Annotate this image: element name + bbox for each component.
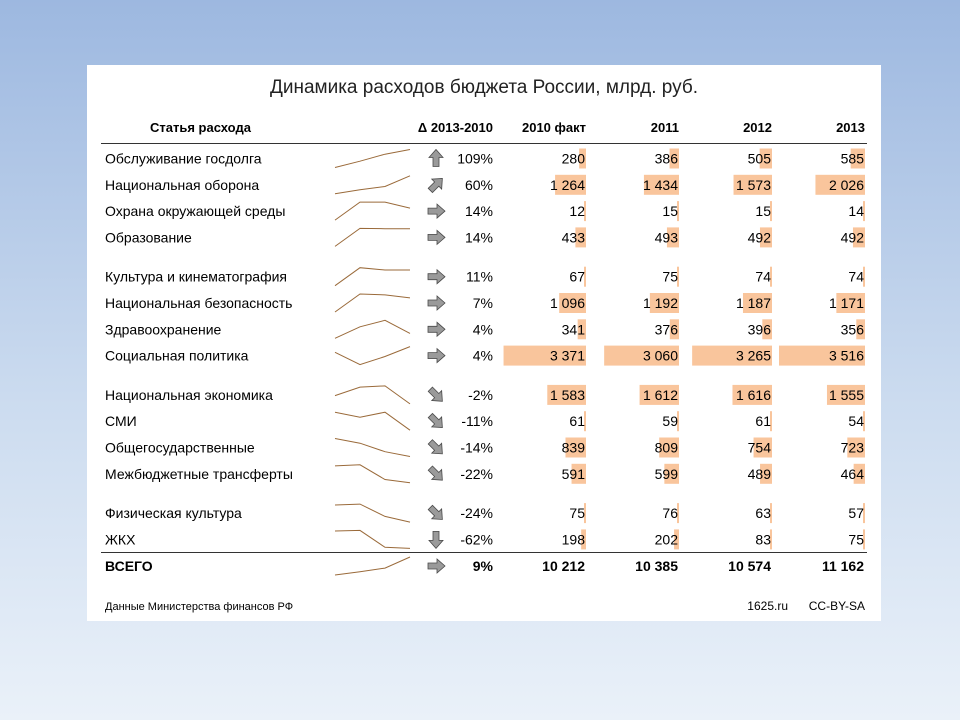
- row-12-sparkline: [335, 504, 410, 522]
- row-8-value-2: 1 616: [735, 386, 771, 403]
- row-7-value-0: 3 371: [549, 347, 585, 364]
- row-2-name: Охрана окружающей среды: [105, 203, 286, 220]
- row-0-value-3: 585: [840, 150, 864, 167]
- footer-license: CC-BY-SA: [808, 599, 865, 613]
- row-8-trend-arrow: [425, 384, 447, 406]
- row-13-name: ЖКХ: [105, 531, 136, 548]
- row-9-trend-arrow: [425, 411, 447, 433]
- row-0-name: Обслуживание госдолга: [105, 150, 262, 167]
- row-7-name: Социальная политика: [105, 347, 249, 364]
- trend-arrow-shape: [425, 384, 447, 406]
- row-7-trend-arrow: [428, 349, 445, 363]
- trend-arrow-shape: [425, 437, 447, 459]
- row-0-delta: 109%: [457, 150, 493, 167]
- row-0-value-2: 505: [747, 150, 771, 167]
- row-6-name: Здравоохранение: [105, 321, 222, 338]
- row-13-value-0: 198: [561, 531, 585, 548]
- row-9-value-2: 61: [755, 413, 771, 430]
- row-7-sparkline: [335, 347, 410, 365]
- row-2-value-3: 14: [848, 203, 864, 220]
- row-12-value-3: 57: [848, 505, 864, 522]
- trend-arrow-shape: [425, 502, 447, 524]
- row-12-value-1: 76: [662, 505, 678, 522]
- chart-card: [87, 65, 881, 621]
- row-11-value-2: 489: [747, 465, 771, 482]
- row-5-value-0: 1 096: [549, 295, 585, 311]
- row-4-name: Культура и кинематография: [105, 268, 288, 285]
- row-3-value-1: 493: [654, 229, 678, 246]
- row-7-value-1: 3 060: [642, 347, 678, 364]
- row-10-value-1: 809: [654, 439, 678, 456]
- row-9-sparkline: [335, 412, 410, 430]
- row-3-name: Образование: [105, 229, 192, 246]
- total-trend-arrow: [428, 559, 445, 573]
- trend-arrow-shape: [425, 173, 447, 195]
- row-11-delta: -22%: [460, 465, 493, 482]
- row-8-name: Национальная экономика: [105, 386, 273, 403]
- row-8-value-0: 1 583: [549, 386, 585, 403]
- footer-source: Данные Министерства финансов РФ: [105, 601, 294, 613]
- total-value-3: 11 162: [821, 558, 864, 574]
- row-10-value-0: 839: [561, 439, 585, 456]
- row-10-name: Общегосударственные: [105, 439, 255, 456]
- row-1-sparkline: [335, 176, 410, 194]
- row-6-sparkline: [335, 320, 410, 338]
- row-5-delta: 7%: [472, 295, 493, 311]
- row-2-trend-arrow: [428, 204, 445, 218]
- trend-arrow-shape: [429, 531, 443, 548]
- row-11-trend-arrow: [425, 463, 447, 485]
- row-8-value-1: 1 612: [642, 386, 678, 403]
- header-delta: Δ 2013-2010: [417, 120, 493, 135]
- budget-table-chart: [87, 65, 881, 621]
- row-1-delta: 60%: [464, 176, 493, 193]
- row-8-value-3: 1 555: [828, 386, 864, 403]
- row-12-trend-arrow: [425, 502, 447, 524]
- row-11-sparkline: [335, 465, 410, 483]
- row-7-value-3: 3 516: [828, 347, 864, 364]
- row-6-value-3: 356: [840, 321, 864, 338]
- row-5-value-3: 1 171: [828, 295, 864, 311]
- chart-title: Динамика расходов бюджета России, млрд. руб.: [269, 77, 698, 98]
- total-delta: 9%: [472, 558, 493, 574]
- trend-arrow-shape: [428, 322, 445, 336]
- row-2-value-1: 15: [662, 203, 678, 220]
- row-0-value-0: 280: [561, 150, 585, 167]
- row-6-value-2: 396: [747, 321, 771, 338]
- row-4-value-1: 75: [662, 268, 678, 285]
- row-13-value-2: 83: [755, 531, 771, 548]
- total-name: ВСЕГО: [105, 558, 153, 574]
- row-1-value-2: 1 573: [735, 176, 771, 193]
- header-2011: 2011: [650, 120, 679, 135]
- total-value-1: 10 385: [635, 558, 678, 574]
- total-value-0: 10 212: [542, 558, 585, 574]
- trend-arrow-shape: [428, 349, 445, 363]
- row-6-trend-arrow: [428, 322, 445, 336]
- header-2010: 2010 факт: [521, 120, 586, 135]
- row-1-value-3: 2 026: [828, 176, 864, 193]
- trend-arrow-shape: [428, 230, 445, 244]
- row-1-name: Национальная оборона: [105, 176, 260, 193]
- row-10-value-3: 723: [840, 439, 864, 456]
- trend-arrow-shape: [429, 150, 443, 167]
- header-item: Статья расхода: [150, 120, 251, 135]
- header-2012: 2012: [743, 120, 772, 135]
- row-1-value-1: 1 434: [642, 176, 678, 193]
- header-2013: 2013: [836, 120, 865, 135]
- row-4-value-2: 74: [755, 268, 771, 285]
- row-9-value-1: 59: [662, 413, 678, 430]
- row-3-sparkline: [335, 228, 410, 246]
- row-3-value-2: 492: [747, 229, 771, 246]
- row-10-value-2: 754: [747, 439, 771, 456]
- row-6-delta: 4%: [472, 321, 493, 338]
- row-4-trend-arrow: [428, 270, 445, 284]
- row-1-trend-arrow: [425, 173, 447, 195]
- row-12-name: Физическая культура: [105, 505, 242, 522]
- trend-arrow-shape: [428, 204, 445, 218]
- trend-arrow-shape: [428, 270, 445, 284]
- row-4-value-3: 74: [848, 268, 864, 285]
- row-9-value-0: 61: [569, 413, 585, 430]
- row-8-delta: -2%: [468, 386, 493, 403]
- row-3-value-3: 492: [840, 229, 864, 246]
- trend-arrow-shape: [428, 296, 445, 310]
- row-2-sparkline: [335, 202, 410, 220]
- row-5-sparkline: [335, 294, 410, 312]
- trend-arrow-shape: [425, 411, 447, 433]
- row-3-trend-arrow: [428, 230, 445, 244]
- row-10-trend-arrow: [425, 437, 447, 459]
- row-9-value-3: 54: [848, 413, 864, 430]
- row-11-value-1: 599: [654, 465, 678, 482]
- row-13-value-1: 202: [654, 531, 678, 548]
- row-7-delta: 4%: [472, 347, 493, 364]
- trend-arrow-shape: [428, 559, 445, 573]
- row-12-value-0: 75: [569, 505, 585, 522]
- row-2-delta: 14%: [464, 203, 493, 220]
- row-7-value-2: 3 265: [735, 347, 771, 364]
- row-5-value-2: 1 187: [735, 295, 771, 311]
- row-5-value-1: 1 192: [642, 295, 678, 311]
- row-5-name: Национальная безопасность: [105, 295, 293, 311]
- trend-arrow-shape: [425, 463, 447, 485]
- row-13-trend-arrow: [429, 531, 443, 548]
- row-13-sparkline: [335, 530, 410, 548]
- row-9-name: СМИ: [105, 413, 137, 430]
- row-13-delta: -62%: [460, 531, 493, 548]
- row-6-value-1: 376: [654, 321, 678, 338]
- row-4-sparkline: [335, 268, 410, 286]
- row-4-delta: 11%: [466, 268, 493, 285]
- row-2-value-0: 12: [569, 203, 585, 220]
- row-12-value-2: 63: [755, 505, 771, 522]
- row-11-value-0: 591: [561, 465, 585, 482]
- row-0-trend-arrow: [429, 150, 443, 167]
- row-5-trend-arrow: [428, 296, 445, 310]
- row-0-value-1: 386: [654, 150, 678, 167]
- row-11-value-3: 464: [840, 465, 864, 482]
- row-0-sparkline: [335, 150, 410, 168]
- row-4-value-0: 67: [569, 268, 585, 285]
- total-value-2: 10 574: [728, 558, 771, 574]
- row-9-delta: -11%: [461, 413, 493, 430]
- row-12-delta: -24%: [460, 505, 493, 522]
- row-2-value-2: 15: [755, 203, 771, 220]
- row-1-value-0: 1 264: [549, 176, 585, 193]
- total-sparkline: [335, 557, 410, 575]
- row-8-sparkline: [335, 386, 410, 404]
- row-6-value-0: 341: [561, 321, 585, 338]
- row-10-sparkline: [335, 439, 410, 457]
- row-3-value-0: 433: [561, 229, 585, 246]
- row-10-delta: -14%: [460, 439, 493, 456]
- footer-site: 1625.ru: [747, 599, 788, 613]
- row-3-delta: 14%: [464, 229, 493, 246]
- row-11-name: Межбюджетные трансферты: [105, 465, 293, 482]
- row-13-value-3: 75: [848, 531, 864, 548]
